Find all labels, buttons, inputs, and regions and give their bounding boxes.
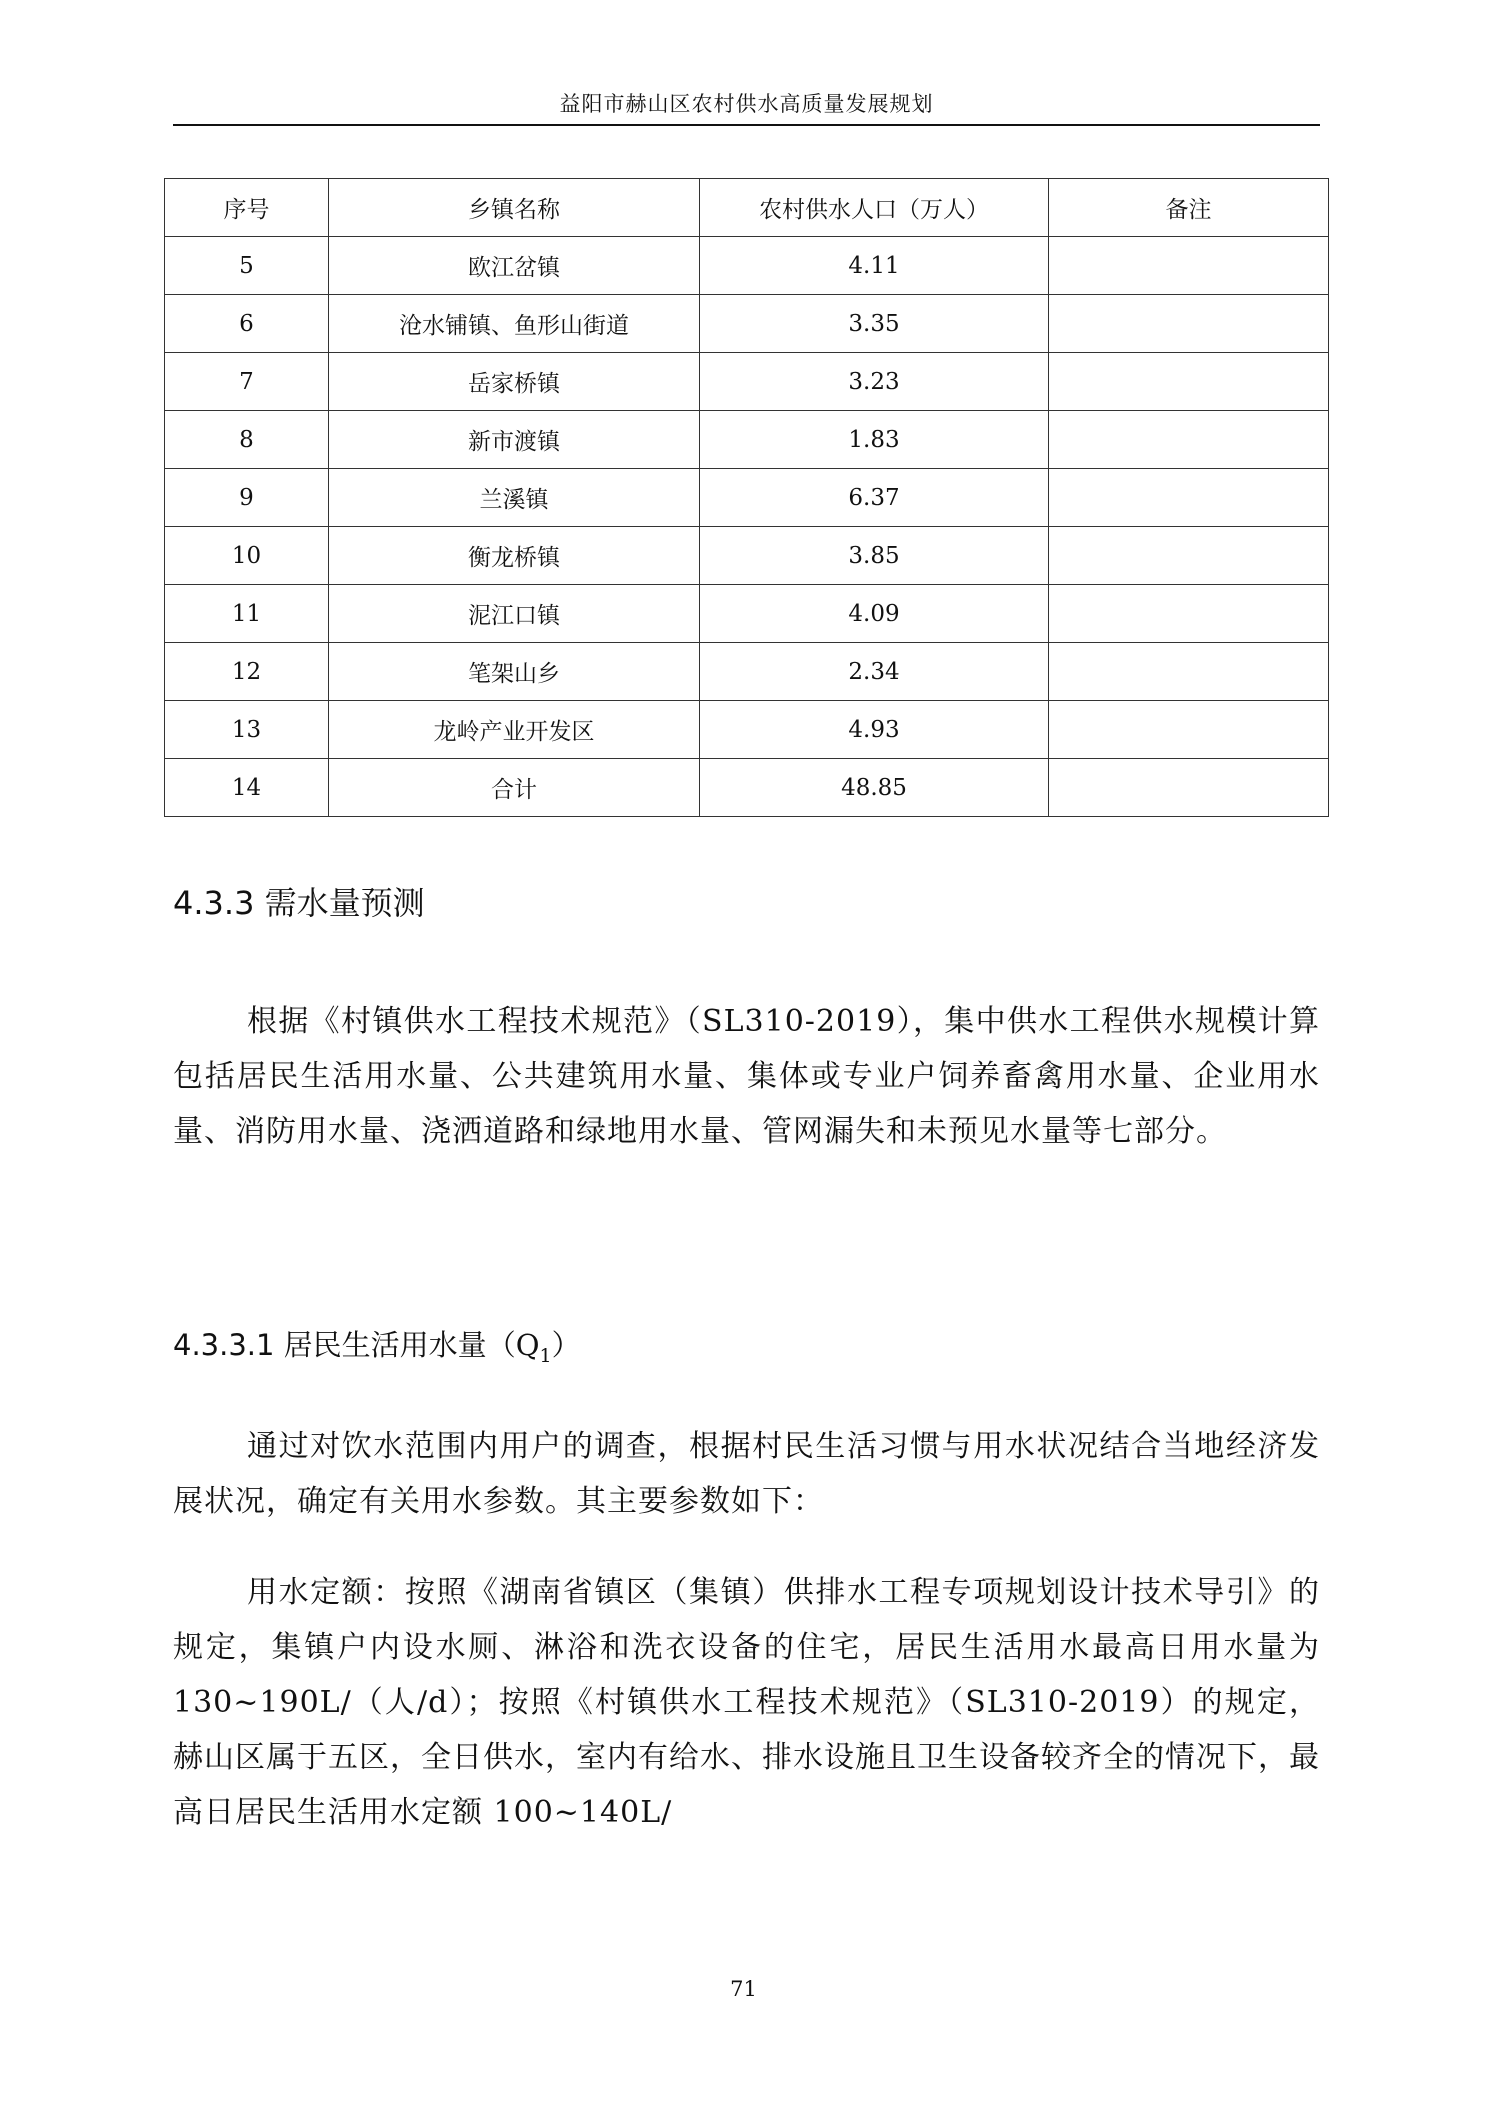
page-header-title: 益阳市赫山区农村供水高质量发展规划: [559, 92, 934, 116]
column-header-no: 序号: [165, 179, 329, 237]
cell-note: [1049, 411, 1329, 469]
section-heading-4-3-3-1: [173, 1323, 581, 1367]
header-rule: [173, 124, 1320, 126]
cell-note: [1049, 469, 1329, 527]
column-header-name: 乡镇名称: [329, 179, 700, 237]
cell-population: 2.34: [700, 643, 1049, 701]
cell-population: 6.37: [700, 469, 1049, 527]
cell-name: 沧水铺镇、鱼形山街道: [329, 295, 700, 353]
paragraph-water-demand-intro: 根据《村镇供水工程技术规范》（SL310-2019），集中供水工程供水规模计算包括居民生活用水量、公共建筑用水量、集体或专业户饲养畜禽用水量、企业用水量、消防用水量、浇洒道路和绿地用水量、管网漏失和未预见水量等七部分。: [173, 1004, 1320, 1149]
cell-name: 欧江岔镇: [329, 237, 700, 295]
table-row: [165, 237, 1329, 295]
table-row: [165, 469, 1329, 527]
cell-no: 9: [165, 469, 329, 527]
column-header-population: 农村供水人口（万人）: [700, 179, 1049, 237]
paragraph-water-quota: 用水定额：按照《湖南省镇区（集镇）供排水工程专项规划设计技术导引》的规定，集镇户内设水厕、淋浴和洗衣设备的住宅，居民生活用水最高日用水量为 130~190L/（人/d）；按照《村镇供水工程技术规范》（SL310-2019）的规定，赫山区属于五区，全日供水，室内有给水、排水设施且卫生设备较齐全的情况下，最高日居民生活用水定额 100~140L/: [173, 1575, 1320, 1830]
heading-paren-open: （Q: [486, 1328, 540, 1362]
cell-population: 3.35: [700, 295, 1049, 353]
heading-paren-close: ）: [551, 1328, 581, 1362]
cell-name: 龙岭产业开发区: [329, 701, 700, 759]
cell-note: [1049, 585, 1329, 643]
paragraph-survey: 通过对饮水范围内用户的调查，根据村民生活习惯与用水状况结合当地经济发展状况，确定有关用水参数。其主要参数如下：: [173, 1429, 1320, 1519]
cell-no: 6: [165, 295, 329, 353]
cell-note: [1049, 759, 1329, 817]
cell-population: 1.83: [700, 411, 1049, 469]
cell-population: 3.85: [700, 527, 1049, 585]
table-header-row: [165, 179, 1329, 237]
table-row: [165, 643, 1329, 701]
cell-no: 14: [165, 759, 329, 817]
cell-population: 4.11: [700, 237, 1049, 295]
cell-note: [1049, 701, 1329, 759]
cell-no: 10: [165, 527, 329, 585]
table-row: [165, 353, 1329, 411]
heading-subscript: 1: [539, 1344, 552, 1367]
cell-no: 7: [165, 353, 329, 411]
cell-note: [1049, 295, 1329, 353]
cell-population: 4.93: [700, 701, 1049, 759]
table-row: [165, 701, 1329, 759]
population-table: [164, 178, 1329, 817]
cell-no: 13: [165, 701, 329, 759]
table-row: [165, 411, 1329, 469]
cell-population: 48.85: [700, 759, 1049, 817]
cell-name: 衡龙桥镇: [329, 527, 700, 585]
cell-no: 8: [165, 411, 329, 469]
heading-text: 4.3.3.1 居民生活用水量: [173, 1328, 487, 1362]
cell-name: 泥江口镇: [329, 585, 700, 643]
section-heading-4-3-3: 4.3.3 需水量预测: [173, 884, 425, 922]
cell-no: 5: [165, 237, 329, 295]
cell-note: [1049, 353, 1329, 411]
cell-note: [1049, 527, 1329, 585]
cell-note: [1049, 237, 1329, 295]
table-row: [165, 585, 1329, 643]
cell-name: 兰溪镇: [329, 469, 700, 527]
table-row: [165, 295, 1329, 353]
cell-note: [1049, 643, 1329, 701]
table-row-total: [165, 759, 1329, 817]
page-number: 71: [730, 1977, 757, 2001]
cell-name: 合计: [329, 759, 700, 817]
table-row: [165, 527, 1329, 585]
cell-name: 新市渡镇: [329, 411, 700, 469]
cell-name: 笔架山乡: [329, 643, 700, 701]
cell-population: 3.23: [700, 353, 1049, 411]
cell-name: 岳家桥镇: [329, 353, 700, 411]
cell-population: 4.09: [700, 585, 1049, 643]
cell-no: 11: [165, 585, 329, 643]
cell-no: 12: [165, 643, 329, 701]
column-header-note: 备注: [1049, 179, 1329, 237]
